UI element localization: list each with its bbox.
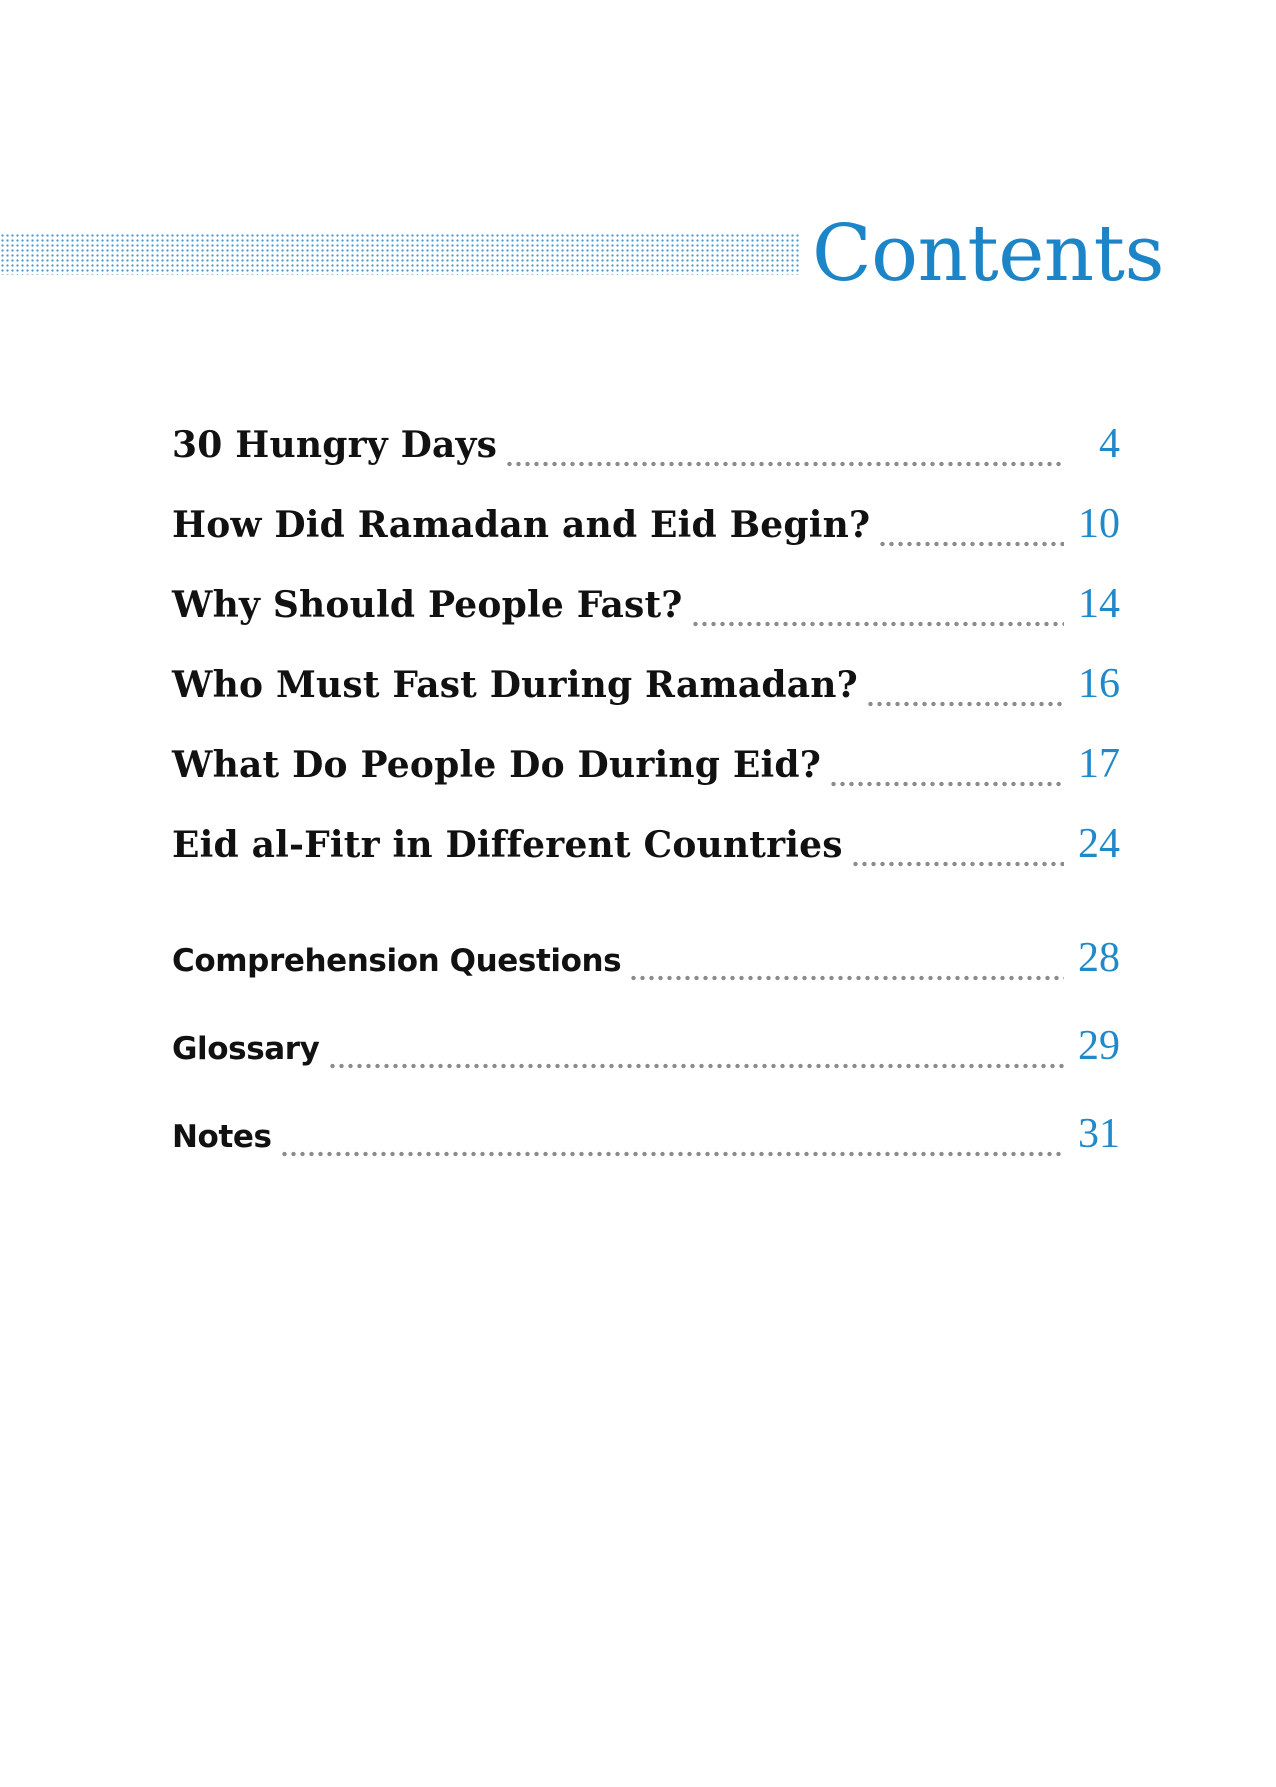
- toc-page-number: 17: [1078, 741, 1120, 787]
- dot-leader: [691, 620, 1064, 628]
- toc-entry-title: Who Must Fast During Ramadan?: [172, 664, 858, 706]
- toc-entry-who-must-fast[interactable]: [172, 660, 1120, 720]
- dot-leader: [328, 1062, 1065, 1070]
- toc-entry-30-hungry-days[interactable]: [172, 420, 1120, 480]
- page-title: Contents: [812, 209, 1164, 299]
- dot-leader: [851, 860, 1064, 868]
- toc-page-number: 29: [1078, 1023, 1120, 1069]
- toc-entry-title: Notes: [172, 1119, 272, 1155]
- toc-entry-how-did-ramadan-begin[interactable]: [172, 500, 1120, 560]
- toc-page-number: 31: [1078, 1111, 1120, 1157]
- toc-entry-notes[interactable]: [172, 1110, 1120, 1170]
- toc-page-number: 10: [1078, 501, 1120, 547]
- toc-entry-title: 30 Hungry Days: [172, 424, 498, 466]
- toc-entry-title: Why Should People Fast?: [172, 584, 683, 626]
- toc-page-number: 4: [1099, 421, 1120, 467]
- toc-entry-title: Glossary: [172, 1031, 320, 1067]
- dot-leader: [280, 1150, 1064, 1158]
- dot-leader: [878, 540, 1064, 548]
- toc-entry-glossary[interactable]: [172, 1022, 1120, 1082]
- toc-page-number: 24: [1078, 821, 1120, 867]
- dot-leader: [505, 460, 1064, 468]
- toc-entry-title: Comprehension Questions: [172, 943, 622, 979]
- toc-entry-what-do-people-do-during-eid[interactable]: [172, 740, 1120, 800]
- toc-entry-why-should-people-fast[interactable]: [172, 580, 1120, 640]
- dot-leader: [829, 780, 1064, 788]
- toc-page-number: 16: [1078, 661, 1120, 707]
- toc-entry-eid-al-fitr-countries[interactable]: [172, 820, 1120, 880]
- toc-page-number: 14: [1078, 581, 1120, 627]
- dot-leader: [866, 700, 1064, 708]
- toc-page-number: 28: [1078, 935, 1120, 981]
- toc-entry-comprehension-questions[interactable]: [172, 934, 1120, 994]
- toc-entry-title: How Did Ramadan and Eid Begin?: [172, 504, 871, 546]
- toc-entry-title: Eid al-Fitr in Different Countries: [172, 824, 843, 866]
- dot-leader: [629, 974, 1064, 982]
- toc-entry-title: What Do People Do During Eid?: [172, 744, 822, 786]
